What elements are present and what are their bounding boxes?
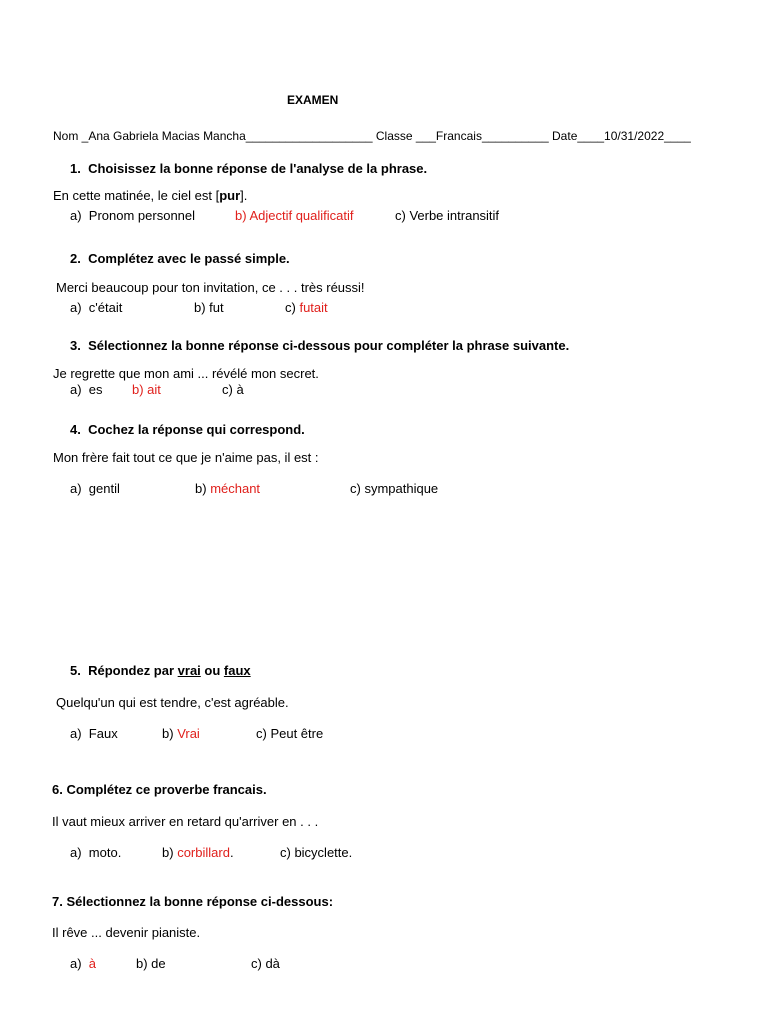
q4-option-a: [70, 481, 120, 496]
option-letter: b): [162, 845, 174, 860]
option-letter: a): [70, 481, 82, 496]
option-letter: a): [70, 726, 82, 741]
exam-title: EXAMEN: [287, 93, 339, 107]
option-text: moto.: [88, 845, 122, 860]
question-7-heading: 7. Sélectionnez la bonne réponse ci-dessous:: [52, 894, 334, 909]
option-suffix: .: [229, 845, 234, 860]
question-2-heading: [70, 251, 290, 266]
sentence-part: En cette matinée, le ciel est [: [53, 188, 220, 203]
option-letter: b): [162, 726, 174, 741]
question-5-text: Répondez par: [88, 663, 178, 678]
question-2-text: Complétez avec le passé simple.: [88, 251, 290, 266]
question-4-heading: [70, 422, 305, 437]
question-2-number: 2.: [70, 251, 81, 266]
option-answer-text: futait: [299, 300, 328, 315]
q2-option-a: [70, 300, 122, 315]
q1-option-c: c) Verbe intransitif: [395, 208, 500, 223]
q2-option-c: [285, 300, 328, 315]
option-letter: a): [70, 845, 82, 860]
q4-option-b: [195, 481, 260, 496]
q6-option-a: [70, 845, 121, 860]
question-3-number: 3.: [70, 338, 81, 353]
option-text: es: [88, 382, 103, 397]
option-letter: a): [70, 208, 82, 223]
option-letter: b): [195, 481, 207, 496]
question-4-number: 4.: [70, 422, 81, 437]
question-1-number: 1.: [70, 161, 81, 176]
question-5-sentence: Quelqu'un qui est tendre, c'est agréable.: [56, 695, 289, 710]
option-letter: a): [70, 956, 82, 971]
question-1-text: Choisissez la bonne réponse de l'analyse de la phrase.: [88, 161, 428, 176]
question-3-heading: [70, 338, 569, 353]
sentence-bold-word: pur: [219, 188, 241, 203]
option-answer-text: corbillard: [177, 845, 230, 860]
student-info-line: Nom _Ana Gabriela Macias Mancha___________________ Classe ___Francais__________ Date____10/31/2022____: [53, 129, 691, 143]
q2-option-b: b) fut: [194, 300, 224, 315]
option-letter: a): [70, 382, 82, 397]
q5-option-c: c) Peut être: [256, 726, 324, 741]
question-4-sentence: Mon frère fait tout ce que je n'aime pas, il est :: [53, 450, 319, 465]
underlined-word-faux: faux: [223, 663, 251, 678]
question-7-sentence: Il rêve ... devenir pianiste.: [52, 925, 201, 940]
q6-option-b: [162, 845, 234, 860]
question-5-number: 5.: [70, 663, 81, 678]
option-text: c'était: [88, 300, 123, 315]
q3-option-b-answer: b) ait: [132, 382, 161, 397]
q7-option-b: b) de: [136, 956, 166, 971]
q3-option-c: c) à: [222, 382, 244, 397]
question-6-heading: 6. Complétez ce proverbe francais.: [52, 782, 267, 797]
option-text: Pronom personnel: [88, 208, 196, 223]
q1-option-a: [70, 208, 195, 223]
q7-option-a: [70, 956, 96, 971]
q5-option-b: [162, 726, 200, 741]
question-2-sentence: Merci beaucoup pour ton invitation, ce . . . très réussi!: [56, 280, 365, 295]
q4-option-c: c) sympathique: [350, 481, 439, 496]
underlined-word-vrai: vrai: [177, 663, 201, 678]
option-letter: a): [70, 300, 82, 315]
q6-option-c: c) bicyclette.: [280, 845, 353, 860]
option-answer-text: à: [88, 956, 97, 971]
question-5-heading: [70, 663, 251, 678]
q1-option-b-answer: b) Adjectif qualificatif: [235, 208, 354, 223]
q3-option-a: [70, 382, 103, 397]
question-3-text: Sélectionnez la bonne réponse ci-dessous pour compléter la phrase suivante.: [88, 338, 570, 353]
option-letter: c): [285, 300, 296, 315]
question-1-sentence: [53, 188, 247, 203]
question-1-heading: [70, 161, 427, 176]
q7-option-c: c) dà: [251, 956, 280, 971]
question-5-text: ou: [200, 663, 224, 678]
option-text: gentil: [88, 481, 120, 496]
option-answer-text: Vrai: [177, 726, 200, 741]
question-3-sentence: Je regrette que mon ami ... révélé mon secret.: [53, 366, 319, 381]
question-4-text: Cochez la réponse qui correspond.: [88, 422, 305, 437]
question-6-sentence: Il vaut mieux arriver en retard qu'arriver en . . .: [52, 814, 319, 829]
option-answer-text: méchant: [210, 481, 261, 496]
q5-option-a: [70, 726, 118, 741]
sentence-part: ].: [240, 188, 248, 203]
option-text: Faux: [88, 726, 118, 741]
